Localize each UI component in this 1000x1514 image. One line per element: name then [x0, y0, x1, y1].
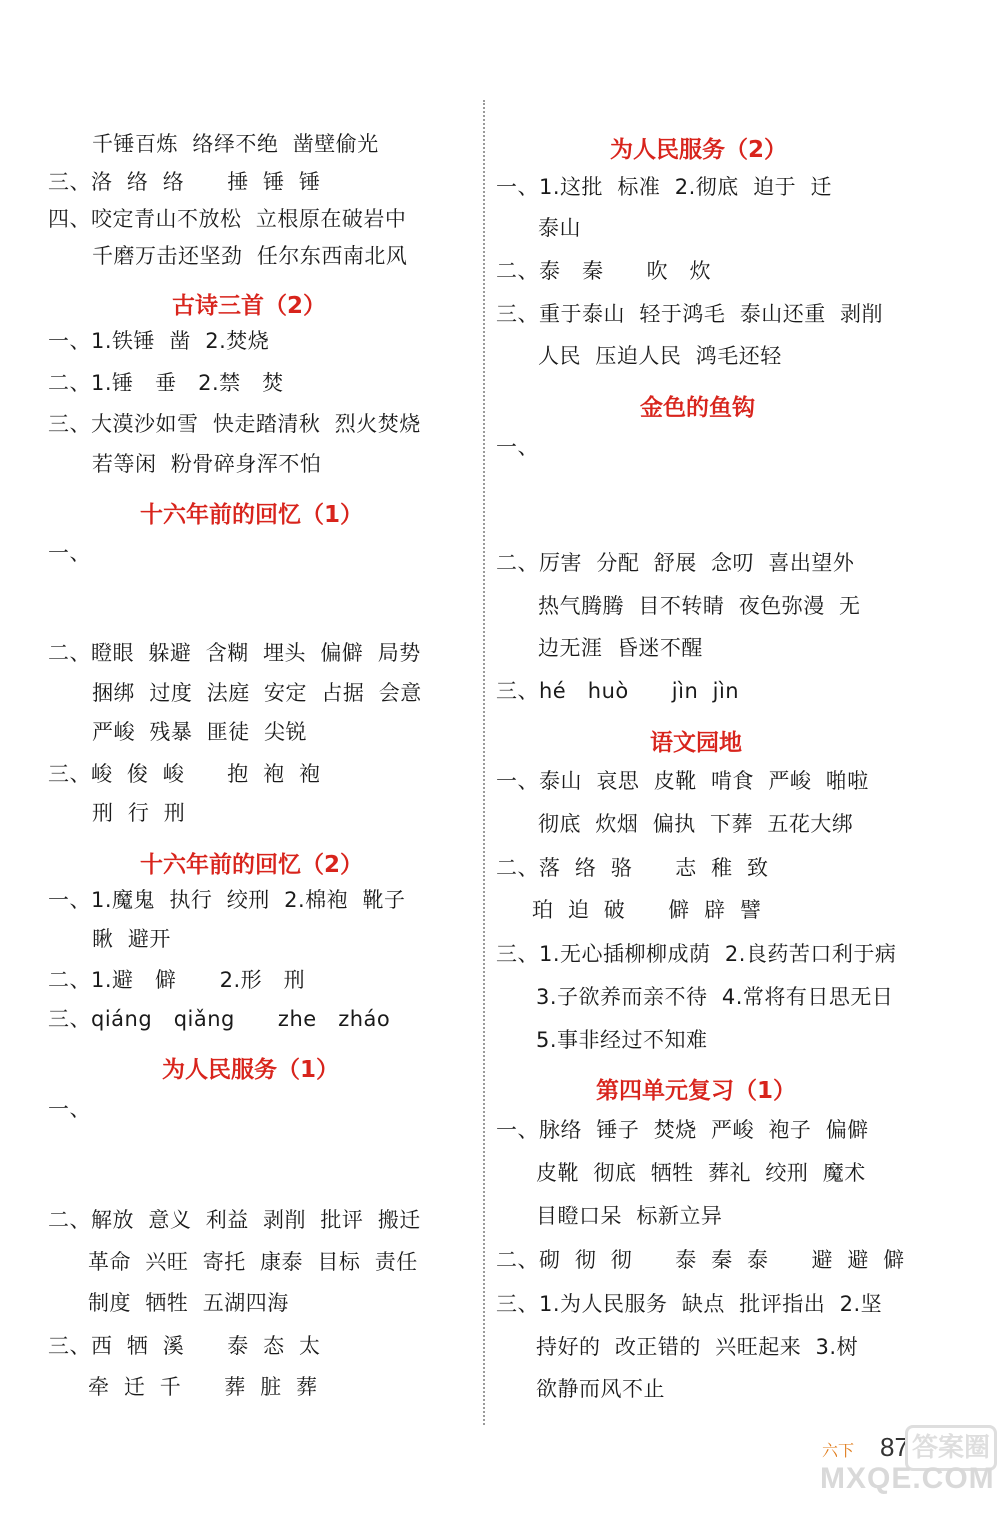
answer-line: 制度 牺牲 五湖四海	[88, 1291, 289, 1315]
answer-line: 三、hé huò jìn jìn	[496, 679, 740, 703]
answer-line: 三、大漠沙如雪 快走踏清秋 烈火焚烧	[48, 412, 421, 436]
answer-line: 若等闲 粉骨碎身浑不怕	[92, 452, 322, 476]
answer-line: 四、咬定青山不放松 立根原在破岩中	[48, 207, 407, 231]
answer-line: 革命 兴旺 寄托 康泰 目标 责任	[88, 1250, 418, 1274]
answer-line: 千锤百炼 络绎不绝 凿壁偷光	[92, 132, 379, 156]
answer-line: 三、1.为人民服务 缺点 批评指出 2.坚	[496, 1292, 883, 1316]
answer-line: 二、解放 意义 利益 剥削 批评 搬迁	[48, 1208, 421, 1232]
answer-line: 人民 压迫人民 鸿毛还轻	[538, 344, 782, 368]
answer-line: 三、1.无心插柳柳成荫 2.良药苦口利于病	[496, 942, 897, 966]
answer-line: 3.子欲养而亲不待 4.常将有日思无日	[536, 985, 894, 1009]
answer-line: 边无涯 昏迷不醒	[538, 636, 703, 660]
answer-line: 欲静而风不止	[536, 1377, 665, 1401]
answer-line: 二、瞪眼 躲避 含糊 埋头 偏僻 局势	[48, 641, 421, 665]
answer-line: 一、泰山 哀思 皮靴 啃食 严峻 啪啦	[496, 769, 869, 793]
answer-line: 三、qiáng qiǎng zhe zháo	[48, 1007, 391, 1031]
answer-line: 千磨万击还坚劲 任尔东西南北风	[92, 244, 408, 268]
answer-line: 二、1.避 僻 2.形 刑	[48, 968, 306, 992]
answer-prefix: 一、	[48, 541, 91, 565]
page-number: 87	[880, 1432, 909, 1462]
answer-line: 二、砌 彻 彻 泰 秦 泰 避 避 僻	[496, 1248, 905, 1272]
answer-line: 二、厉害 分配 舒展 念叨 喜出望外	[496, 551, 855, 575]
answer-line: 皮靴 彻底 牺牲 葬礼 绞刑 魔术	[536, 1161, 866, 1185]
answer-line: 一、脉络 锤子 焚烧 严峻 袍子 偏僻	[496, 1118, 869, 1142]
section-heading: 金色的鱼钩	[640, 395, 755, 421]
answer-line: 牵 迁 千 葬 脏 葬	[88, 1375, 318, 1399]
grade-label: 六下	[822, 1441, 855, 1460]
answer-prefix: 一、	[496, 435, 539, 459]
section-heading: 十六年前的回忆（1）	[140, 502, 364, 528]
section-heading: 为人民服务（1）	[162, 1057, 340, 1083]
answer-line: 严峻 残暴 匪徒 尖锐	[92, 720, 308, 744]
answer-line: 5.事非经过不知难	[536, 1028, 708, 1052]
answer-line: 目瞪口呆 标新立异	[536, 1204, 723, 1228]
answer-line: 一、1.铁锤 凿 2.焚烧	[48, 329, 270, 353]
answer-line: 珀 迫 破 僻 辟 譬	[532, 898, 762, 922]
answer-line: 二、1.锤 垂 2.禁 焚	[48, 371, 284, 395]
watermark-text: MXQE.COM	[820, 1462, 995, 1495]
answer-line: 三、重于泰山 轻于鸿毛 泰山还重 剥削	[496, 302, 884, 326]
answer-line: 刑 行 刑	[92, 801, 186, 825]
answer-line: 二、泰 秦 吹 炊	[496, 259, 712, 283]
answer-line: 三、西 牺 溪 泰 态 太	[48, 1334, 321, 1358]
answer-line: 持好的 改正错的 兴旺起来 3.树	[536, 1335, 859, 1359]
answer-line: 三、洛 络 络 捶 锤 锤	[48, 170, 321, 194]
answer-line: 三、峻 俊 峻 抱 袍 袍	[48, 762, 321, 786]
answer-prefix: 一、	[48, 1097, 91, 1121]
section-heading: 语文园地	[650, 730, 742, 756]
column-divider	[483, 100, 485, 1425]
section-heading: 为人民服务（2）	[610, 137, 788, 163]
answer-line: 泰山	[538, 216, 581, 240]
section-heading: 十六年前的回忆（2）	[140, 852, 364, 878]
answer-line: 一、1.这批 标准 2.彻底 迫于 迁	[496, 175, 832, 199]
answer-line: 二、落 络 骆 志 稚 致	[496, 856, 769, 880]
answer-line: 瞅 避开	[92, 927, 171, 951]
watermark-logo: 答案圈	[905, 1425, 997, 1471]
answer-line: 热气腾腾 目不转睛 夜色弥漫 无	[538, 594, 861, 618]
section-heading: 第四单元复习（1）	[596, 1078, 797, 1104]
answer-line: 一、1.魔鬼 执行 绞刑 2.棉袍 靴子	[48, 888, 406, 912]
answer-line: 彻底 炊烟 偏执 下葬 五花大绑	[538, 812, 854, 836]
answer-line: 捆绑 过度 法庭 安定 占据 会意	[92, 681, 422, 705]
section-heading: 古诗三首（2）	[172, 293, 327, 319]
